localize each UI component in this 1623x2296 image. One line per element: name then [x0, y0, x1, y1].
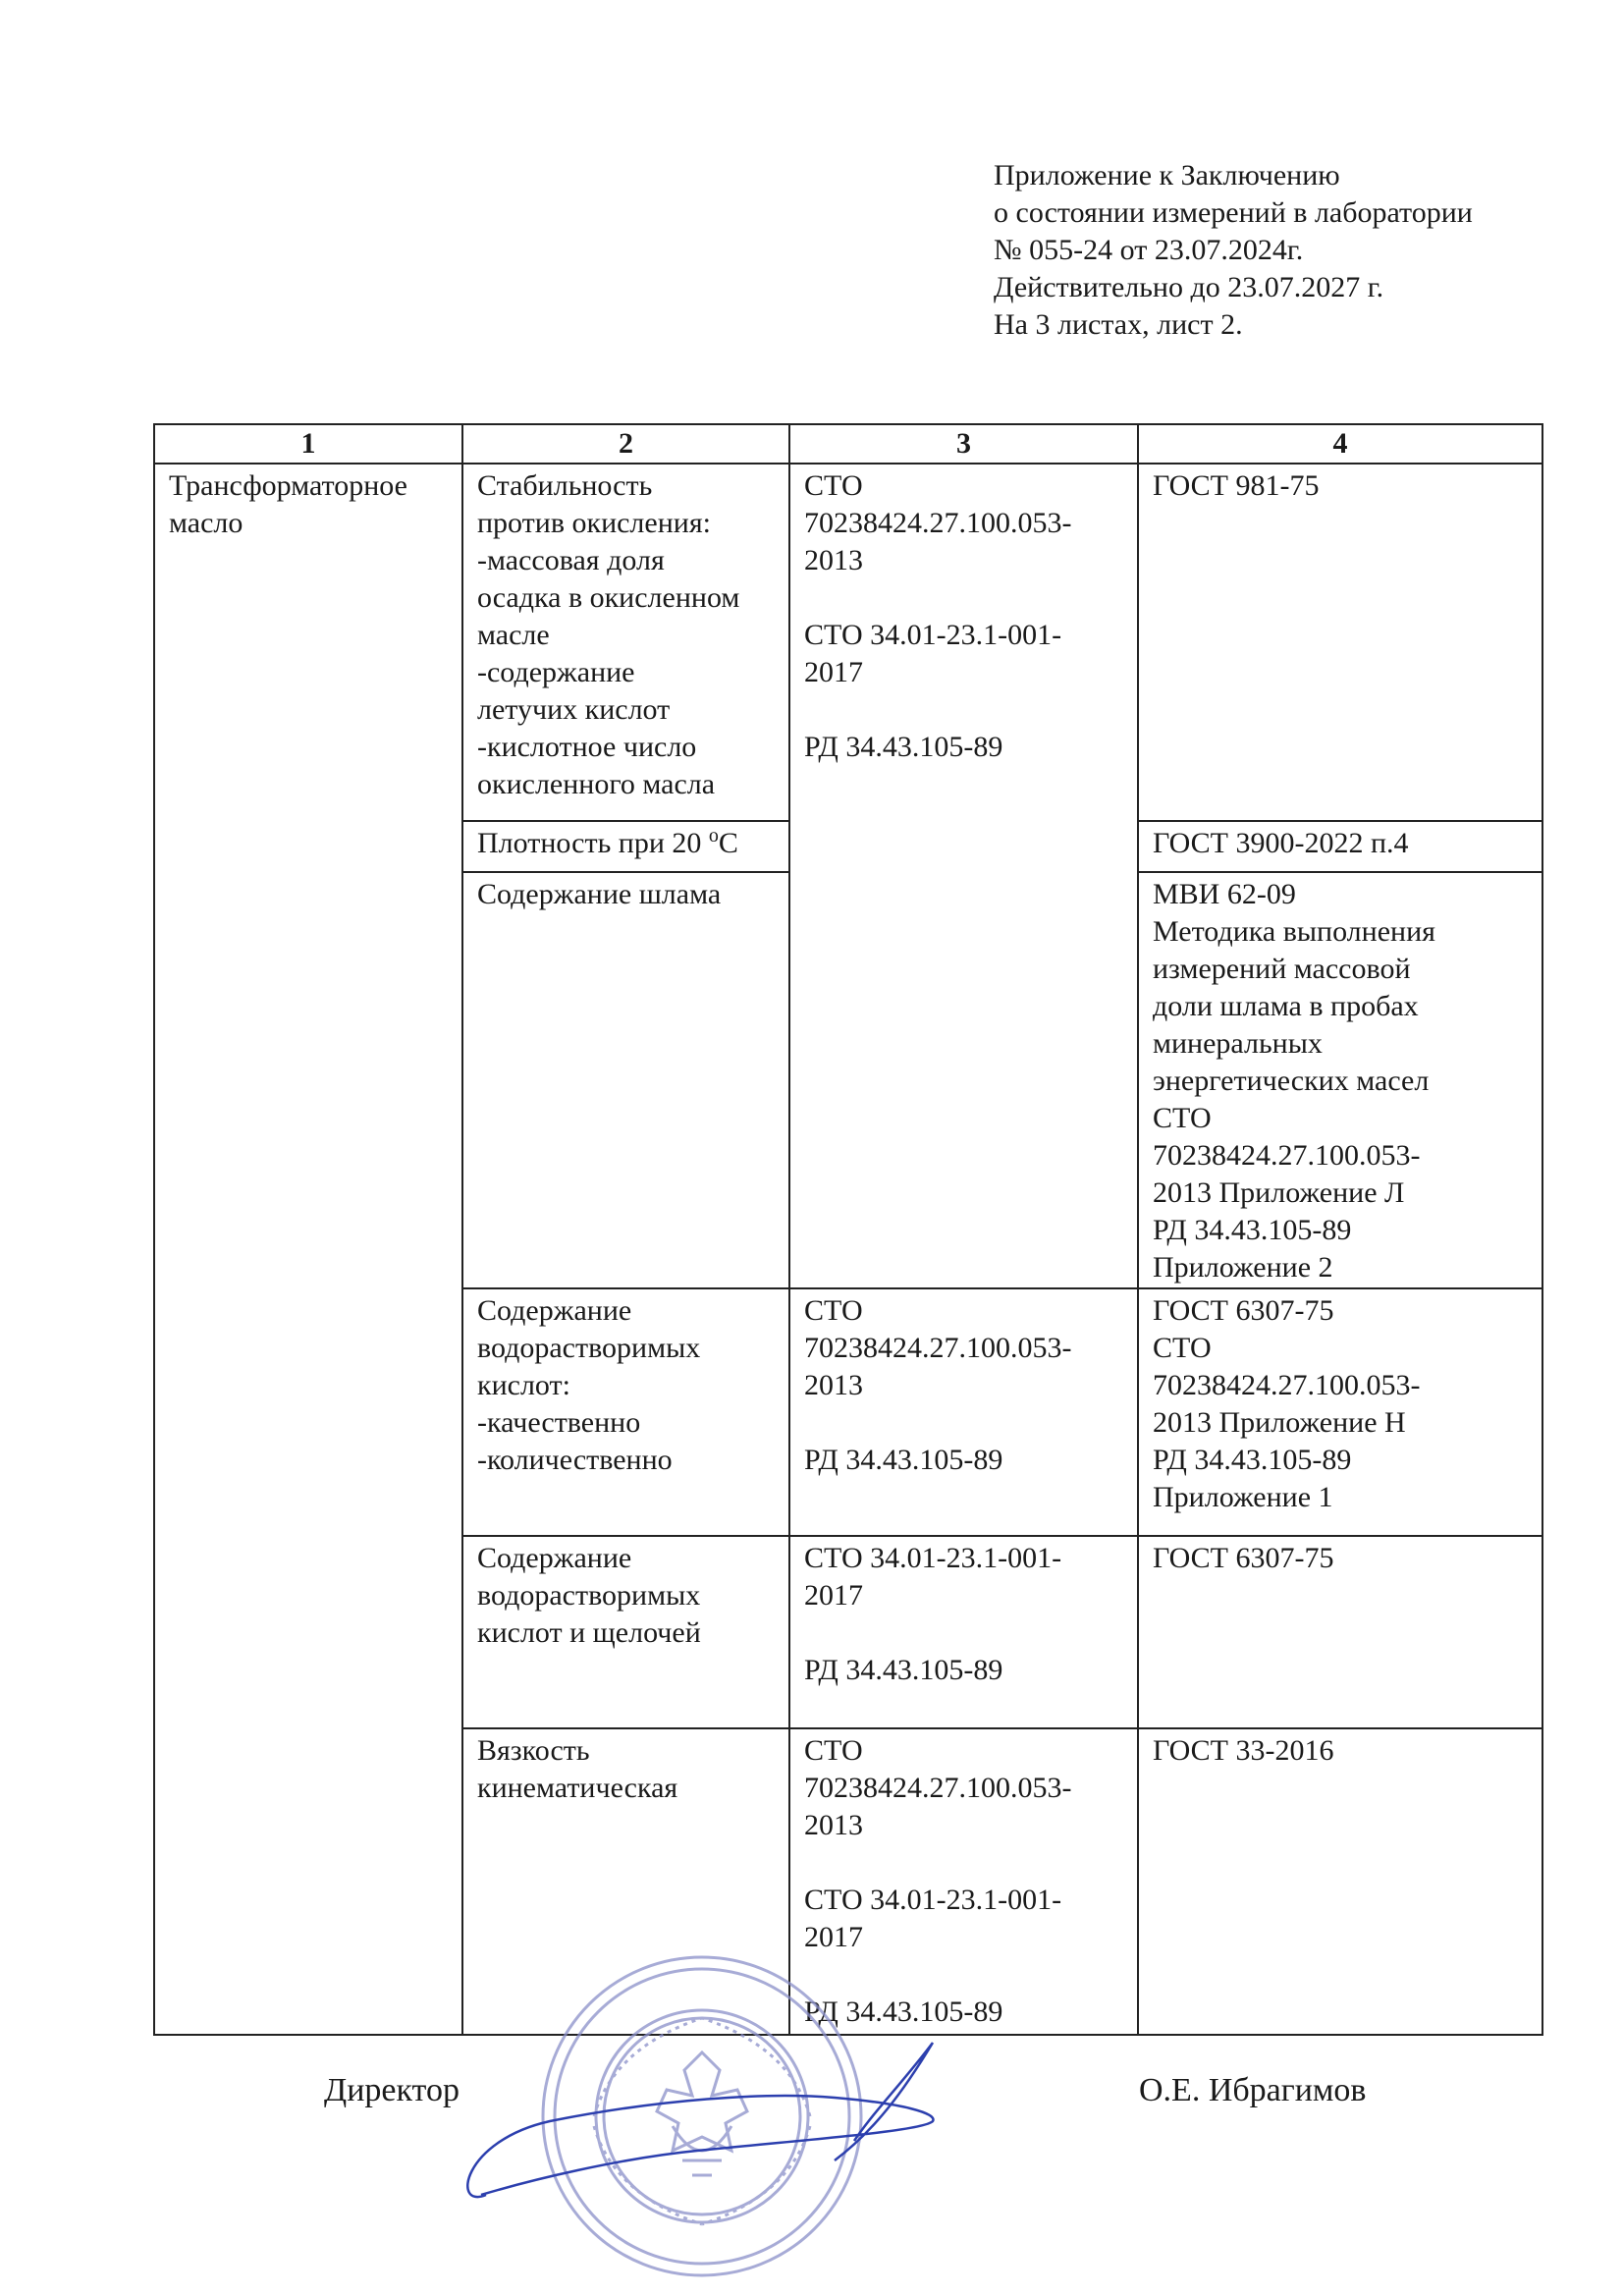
- cell-line: окисленного масла: [477, 768, 716, 800]
- cell-line: кислот:: [477, 1369, 570, 1401]
- cell-line: -содержание: [477, 656, 635, 688]
- method-cell: [1138, 1728, 1542, 2035]
- document-header: [994, 157, 1602, 344]
- cell-line: 2017: [804, 656, 863, 688]
- density-label: Плотность при 20: [477, 827, 709, 859]
- cell-line: РД 34.43.105-89: [1153, 1444, 1352, 1476]
- header-line: Действительно до 23.07.2027 г.: [994, 271, 1384, 303]
- cell-line: водорастворимых: [477, 1579, 701, 1612]
- requirements-cell: [789, 464, 1138, 1288]
- header-line: № 055-24 от 23.07.2024г.: [994, 234, 1304, 266]
- cell-line: -кислотное число: [477, 731, 697, 763]
- cell-gap: [804, 1614, 1123, 1652]
- cell-line: СТО: [1153, 1102, 1212, 1134]
- cell-line: [477, 825, 775, 862]
- cell-line: СТО 34.01-23.1-001-: [804, 1542, 1062, 1574]
- cell-line: кислот и щелочей: [477, 1616, 701, 1649]
- cell-line: ГОСТ 6307-75: [1153, 1294, 1334, 1327]
- cell-line: РД 34.43.105-89: [1153, 1214, 1352, 1246]
- signatory-name: О.Е. Ибрагимов: [1139, 2072, 1367, 2108]
- cell-line: энергетических масел: [1153, 1065, 1430, 1097]
- requirements-cell: [789, 1536, 1138, 1728]
- header-line: На 3 листах, лист 2.: [994, 308, 1243, 341]
- cell-line: 70238424.27.100.053-: [1153, 1369, 1421, 1401]
- cell-gap: [804, 579, 1123, 617]
- cell-line: 70238424.27.100.053-: [1153, 1139, 1421, 1172]
- cell-line: Вязкость: [477, 1734, 590, 1767]
- cell-line: 2013: [804, 1369, 863, 1401]
- cell-line: РД 34.43.105-89: [804, 731, 1003, 763]
- column-header: 1: [154, 424, 462, 464]
- cell-line: летучих кислот: [477, 693, 671, 726]
- cell-line: 2013: [804, 1809, 863, 1841]
- header-line: Приложение к Заключению: [994, 159, 1340, 191]
- method-cell: [1138, 464, 1542, 821]
- cell-line: СТО 34.01-23.1-001-: [804, 619, 1062, 651]
- cell-line: ГОСТ 981-75: [1153, 469, 1320, 502]
- cell-line: СТО: [804, 469, 863, 502]
- cell-line: Методика выполнения: [1153, 915, 1435, 948]
- characteristic-cell: [462, 1288, 789, 1536]
- cell-line: 70238424.27.100.053-: [804, 1332, 1072, 1364]
- cell-line: осадка в окисленном: [477, 581, 740, 614]
- cell-line: ГОСТ 3900-2022 п.4: [1153, 827, 1409, 859]
- cell-gap: [804, 1844, 1123, 1882]
- cell-line: доли шлама в пробах: [1153, 990, 1419, 1022]
- characteristic-cell: [462, 464, 789, 821]
- cell-line: РД 34.43.105-89: [804, 1444, 1003, 1476]
- cell-line: водорастворимых: [477, 1332, 701, 1364]
- column-header: 4: [1138, 424, 1542, 464]
- cell-line: измерений массовой: [1153, 953, 1411, 985]
- cell-line: МВИ 62-09: [1153, 878, 1296, 910]
- cell-line: -количественно: [477, 1444, 673, 1476]
- cell-line: 2013 Приложение Л: [1153, 1176, 1405, 1209]
- cell-line: 2017: [804, 1579, 863, 1612]
- column-header: 3: [789, 424, 1138, 464]
- cell-gap: [804, 691, 1123, 729]
- requirements-cell: [789, 1288, 1138, 1536]
- object-cell: [154, 464, 462, 2035]
- cell-line: СТО 34.01-23.1-001-: [804, 1884, 1062, 1916]
- cell-line: масло: [169, 507, 243, 539]
- degree-mark: o: [708, 825, 719, 847]
- characteristic-cell: [462, 872, 789, 1288]
- cell-line: Приложение 1: [1153, 1481, 1333, 1513]
- column-header: 2: [462, 424, 789, 464]
- method-cell: [1138, 1536, 1542, 1728]
- table-row: [154, 464, 1542, 821]
- cell-line: 2013: [804, 544, 863, 576]
- method-cell: [1138, 1288, 1542, 1536]
- characteristic-cell: [462, 821, 789, 872]
- cell-line: против окисления:: [477, 507, 711, 539]
- cell-line: Содержание: [477, 1294, 632, 1327]
- cell-line: Содержание: [477, 1542, 632, 1574]
- cell-line: СТО: [804, 1734, 863, 1767]
- cell-line: ГОСТ 6307-75: [1153, 1542, 1334, 1574]
- unit-label: С: [718, 827, 738, 859]
- cell-line: СТО: [804, 1294, 863, 1327]
- cell-line: -качественно: [477, 1406, 641, 1439]
- signatory-position: Директор: [324, 2072, 460, 2108]
- cell-line: 2013 Приложение Н: [1153, 1406, 1406, 1439]
- cell-line: СТО: [1153, 1332, 1212, 1364]
- cell-line: 70238424.27.100.053-: [804, 1772, 1072, 1804]
- cell-line: ГОСТ 33-2016: [1153, 1734, 1334, 1767]
- cell-line: -массовая доля: [477, 544, 665, 576]
- cell-gap: [804, 1404, 1123, 1442]
- header-line: о состоянии измерений в лаборатории: [994, 196, 1473, 229]
- cell-line: 70238424.27.100.053-: [804, 507, 1072, 539]
- cell-line: Трансформаторное: [169, 469, 407, 502]
- methods-table: [153, 423, 1543, 2036]
- cell-line: минеральных: [1153, 1027, 1323, 1060]
- handwritten-signature-icon: [442, 2023, 992, 2219]
- table-header-row: [154, 424, 1542, 464]
- cell-line: 2017: [804, 1921, 863, 1953]
- method-cell: [1138, 872, 1542, 1288]
- method-cell: [1138, 821, 1542, 872]
- characteristic-cell: [462, 1536, 789, 1728]
- cell-line: масле: [477, 619, 550, 651]
- cell-line: кинематическая: [477, 1772, 678, 1804]
- cell-line: РД 34.43.105-89: [804, 1995, 1003, 2028]
- cell-line: Приложение 2: [1153, 1251, 1333, 1284]
- cell-line: Содержание шлама: [477, 878, 722, 910]
- cell-line: РД 34.43.105-89: [804, 1654, 1003, 1686]
- cell-line: Стабильность: [477, 469, 653, 502]
